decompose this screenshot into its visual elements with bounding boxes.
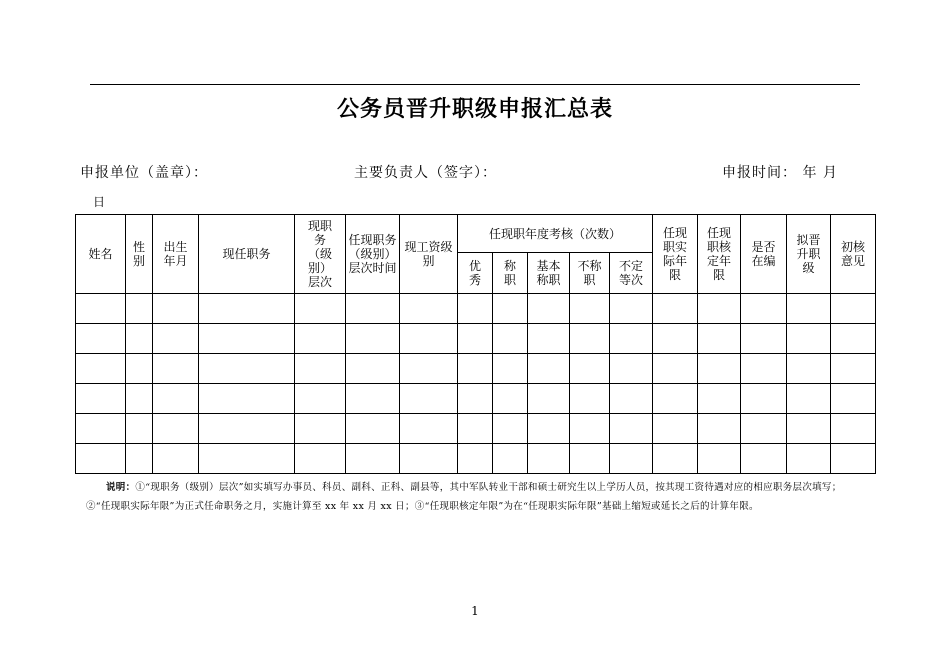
table-cell[interactable]: [698, 414, 741, 444]
table-row: [76, 324, 876, 354]
table-cell[interactable]: [346, 324, 400, 354]
table-cell[interactable]: [493, 354, 528, 384]
table-cell[interactable]: [787, 384, 831, 414]
table-cell[interactable]: [787, 324, 831, 354]
table-cell[interactable]: [199, 354, 295, 384]
table-cell[interactable]: [741, 354, 787, 384]
table-cell[interactable]: [610, 384, 653, 414]
header-rule: [90, 84, 860, 85]
table-cell[interactable]: [528, 384, 570, 414]
header-appointment-time: 任现职务（级别）层次时间: [346, 215, 400, 294]
table-cell[interactable]: [458, 324, 493, 354]
table-cell[interactable]: [741, 324, 787, 354]
reporting-unit-label: 申报单位（盖章）：: [80, 165, 208, 181]
table-cell[interactable]: [698, 384, 741, 414]
header-name: 姓名: [76, 215, 126, 294]
header-basic-competent: 基本称职: [528, 253, 570, 294]
table-row: [76, 294, 876, 324]
table-cell[interactable]: [400, 384, 458, 414]
table-cell[interactable]: [153, 414, 199, 444]
table-cell[interactable]: [698, 354, 741, 384]
table-cell[interactable]: [126, 294, 153, 324]
table-cell[interactable]: [295, 324, 346, 354]
table-cell[interactable]: [295, 384, 346, 414]
table-cell[interactable]: [493, 414, 528, 444]
table-cell[interactable]: [295, 444, 346, 474]
table-cell[interactable]: [199, 294, 295, 324]
table-cell[interactable]: [653, 414, 698, 444]
table-cell[interactable]: [653, 354, 698, 384]
header-post-level: 现职务（级别）层次: [295, 215, 346, 294]
table-cell[interactable]: [126, 324, 153, 354]
table-cell[interactable]: [698, 294, 741, 324]
table-cell[interactable]: [76, 444, 126, 474]
table-row: [76, 444, 876, 474]
table-cell[interactable]: [528, 354, 570, 384]
header-assessment-group: 任现职年度考核（次数）: [458, 215, 653, 253]
table-cell[interactable]: [787, 444, 831, 474]
table-cell[interactable]: [653, 324, 698, 354]
table-cell[interactable]: [295, 414, 346, 444]
table-cell[interactable]: [400, 354, 458, 384]
table-cell[interactable]: [199, 414, 295, 444]
table-cell[interactable]: [400, 294, 458, 324]
header-on-staff: 是否在编: [741, 215, 787, 294]
table-cell[interactable]: [346, 294, 400, 324]
table-cell[interactable]: [787, 414, 831, 444]
table-row: [76, 354, 876, 384]
table-cell[interactable]: [346, 384, 400, 414]
explanation-note: [86, 478, 866, 516]
table-cell[interactable]: [741, 294, 787, 324]
header-proposed-rank: 拟晋升职级: [787, 215, 831, 294]
table-cell[interactable]: [76, 354, 126, 384]
table-cell[interactable]: [153, 324, 199, 354]
header-ungraded: 不定等次: [610, 253, 653, 294]
table-cell[interactable]: [831, 354, 876, 384]
table-cell[interactable]: [570, 444, 610, 474]
table-cell[interactable]: [493, 444, 528, 474]
table-cell[interactable]: [653, 444, 698, 474]
page-number: 1: [471, 604, 479, 618]
header-gender: 性别: [126, 215, 153, 294]
table-cell[interactable]: [126, 384, 153, 414]
table-cell[interactable]: [831, 414, 876, 444]
summary-table: [75, 214, 876, 474]
table-cell[interactable]: [199, 384, 295, 414]
header-row-top: [76, 215, 876, 253]
header-birth: 出生年月: [153, 215, 199, 294]
table-cell[interactable]: [76, 384, 126, 414]
header-excellent: 优秀: [458, 253, 493, 294]
header-approved-years: 任现职核定年限: [698, 215, 741, 294]
head-signature-label: 主要负责人（签字）：: [354, 165, 497, 181]
table-cell[interactable]: [458, 384, 493, 414]
table-cell[interactable]: [400, 444, 458, 474]
table-cell[interactable]: [698, 324, 741, 354]
table-cell[interactable]: [400, 324, 458, 354]
table-cell[interactable]: [610, 414, 653, 444]
table-cell[interactable]: [570, 294, 610, 324]
table-cell[interactable]: [610, 354, 653, 384]
note-label: 说明：: [106, 482, 136, 493]
header-competent: 称职: [493, 253, 528, 294]
table-cell[interactable]: [570, 384, 610, 414]
table-cell[interactable]: [199, 324, 295, 354]
header-incompetent: 不称职: [570, 253, 610, 294]
table-cell[interactable]: [528, 414, 570, 444]
reporting-time-label: 申报时间： 年 月: [722, 165, 838, 181]
table-cell[interactable]: [400, 414, 458, 444]
table-cell[interactable]: [653, 294, 698, 324]
table-cell[interactable]: [199, 444, 295, 474]
table-row: [76, 384, 876, 414]
table-cell[interactable]: [831, 384, 876, 414]
table-cell[interactable]: [295, 294, 346, 324]
table-cell[interactable]: [787, 294, 831, 324]
header-actual-years: 任现职实际年限: [653, 215, 698, 294]
table-cell[interactable]: [153, 444, 199, 474]
table-cell[interactable]: [458, 414, 493, 444]
table-cell[interactable]: [153, 384, 199, 414]
table-body: [76, 294, 876, 474]
table-cell[interactable]: [458, 444, 493, 474]
note-text: ①“现职务（级别）层次”如实填写办事员、科员、副科、正科、副县等，其中军队转业干部和硕士研究生以上学历人员，按其现工资待遇对应的相应职务层次填写；②“任现职实际年限”为正式任命职务之月，实施计算至 xx 年 xx 月 xx 日；③“任现职核定年限”为在“任现职实际年限”基础上缩短或延长之后的计算年限。: [86, 482, 842, 512]
reporting-day-label: 日: [93, 195, 106, 209]
table-cell[interactable]: [126, 444, 153, 474]
table-cell[interactable]: [698, 444, 741, 474]
table-cell[interactable]: [831, 294, 876, 324]
table-cell[interactable]: [493, 384, 528, 414]
table-cell[interactable]: [610, 324, 653, 354]
table-cell[interactable]: [76, 324, 126, 354]
table-cell[interactable]: [346, 444, 400, 474]
table-cell[interactable]: [126, 414, 153, 444]
table-cell[interactable]: [528, 324, 570, 354]
table-cell[interactable]: [831, 324, 876, 354]
table-cell[interactable]: [76, 294, 126, 324]
table-cell[interactable]: [493, 324, 528, 354]
header-current-post: 现任职务: [199, 215, 295, 294]
table-cell[interactable]: [528, 444, 570, 474]
table-cell[interactable]: [76, 414, 126, 444]
table-cell[interactable]: [493, 294, 528, 324]
table-cell[interactable]: [458, 354, 493, 384]
table-cell[interactable]: [610, 294, 653, 324]
table-cell[interactable]: [346, 354, 400, 384]
table-cell[interactable]: [610, 444, 653, 474]
document-title: 公务员晋升职级申报汇总表: [336, 96, 613, 122]
table-cell[interactable]: [126, 354, 153, 384]
table-cell[interactable]: [787, 354, 831, 384]
table-cell[interactable]: [153, 294, 199, 324]
header-salary-level: 现工资级别: [400, 215, 458, 294]
table-cell[interactable]: [295, 354, 346, 384]
table-cell[interactable]: [570, 414, 610, 444]
table-cell[interactable]: [741, 444, 787, 474]
table-cell[interactable]: [741, 414, 787, 444]
table-cell[interactable]: [153, 354, 199, 384]
table-cell[interactable]: [346, 414, 400, 444]
table-cell[interactable]: [570, 354, 610, 384]
table-row: [76, 414, 876, 444]
table-cell[interactable]: [831, 444, 876, 474]
table-cell[interactable]: [741, 384, 787, 414]
table-cell[interactable]: [458, 294, 493, 324]
table-cell[interactable]: [570, 324, 610, 354]
table-cell[interactable]: [653, 384, 698, 414]
table-cell[interactable]: [528, 294, 570, 324]
header-preliminary-opinion: 初核意见: [831, 215, 876, 294]
